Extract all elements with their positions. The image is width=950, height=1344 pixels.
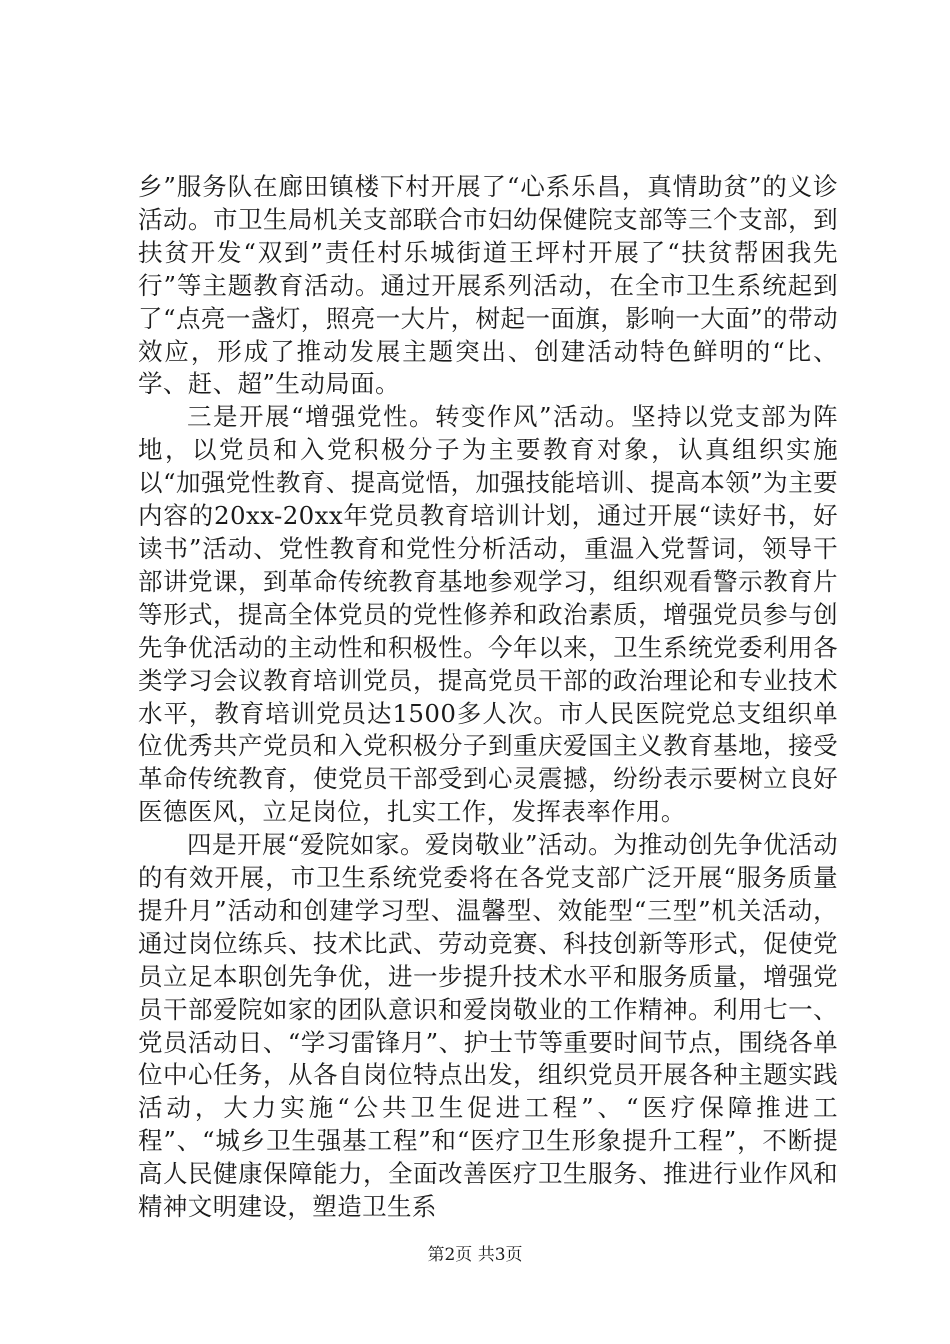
paragraph-section-four: 四是开展“爱院如家。爱岗敬业”活动。为推动创先争优活动的有效开展，市卫生系统党委将在各党支部广泛开展“服务质量提升月”活动和创建学习型、温馨型、效能型“三型”机关活动，通过岗位练兵、技术比武、劳动竞赛、科技创新等形式，促使党员立足本职创先争优，进一步提升技术水平和服务质量，增强党员干部爱院如家的团队意识和爱岗敬业的工作精神。利用七一、党员活动日、“学习雷锋月”、护士节等重要时间节点，围绕各单位中心任务，从各自岗位特点出发，组织党员开展各种主题实践活动，大力实施“公共卫生促进工程”、“医疗保障推进工程”、“城乡卫生强基工程”和“医疗卫生形象提升工程”，不断提高人民健康保障能力，全面改善医疗卫生服务、推进行业作风和精神文明建设，塑造卫生系 bbox=[138, 830, 838, 1222]
body-text bbox=[138, 171, 838, 1224]
paragraph-continuation: 乡”服务队在廊田镇楼下村开展了“心系乐昌，真情助贫”的义诊活动。市卫生局机关支部联合市妇幼保健院支部等三个支部，到扶贫开发“双到”责任村乐城街道王坪村开展了“扶贫帮困我先行”等主题教育活动。通过开展系列活动，在全市卫生系统起到了“点亮一盏灯，照亮一大片，树起一面旗，影响一大面”的带动效应，形成了推动发展主题突出、创建活动特色鲜明的“比、学、赶、超”生动局面。 bbox=[138, 172, 838, 399]
paragraph-section-three: 三是开展“增强党性。转变作风”活动。坚持以党支部为阵地，以党员和入党积极分子为主要教育对象，认真组织实施以“加强党性教育、提高觉悟，加强技能培训、提高本领”为主要内容的20xx-20xx年党员教育培训计划，通过开展“读好书，好读书”活动、党性教育和党性分析活动，重温入党誓词，领导干部讲党课，到革命传统教育基地参观学习，组织观看警示教育片等形式，提高全体党员的党性修养和政治素质，增强党员参与创先争优活动的主动性和积极性。今年以来，卫生系统党委利用各类学习会议教育培训党员，提高党员干部的政治理论和专业技术水平，教育培训党员达1500多人次。市人民医院党总支组织单位优秀共产党员和入党积极分子到重庆爱国主义教育基地，接受革命传统教育，使党员干部受到心灵震撼，纷纷表示要树立良好医德医风，立足岗位，扎实工作，发挥表率作用。 bbox=[138, 402, 838, 827]
page-number-footer: 第2页 共3页 bbox=[427, 1245, 523, 1265]
